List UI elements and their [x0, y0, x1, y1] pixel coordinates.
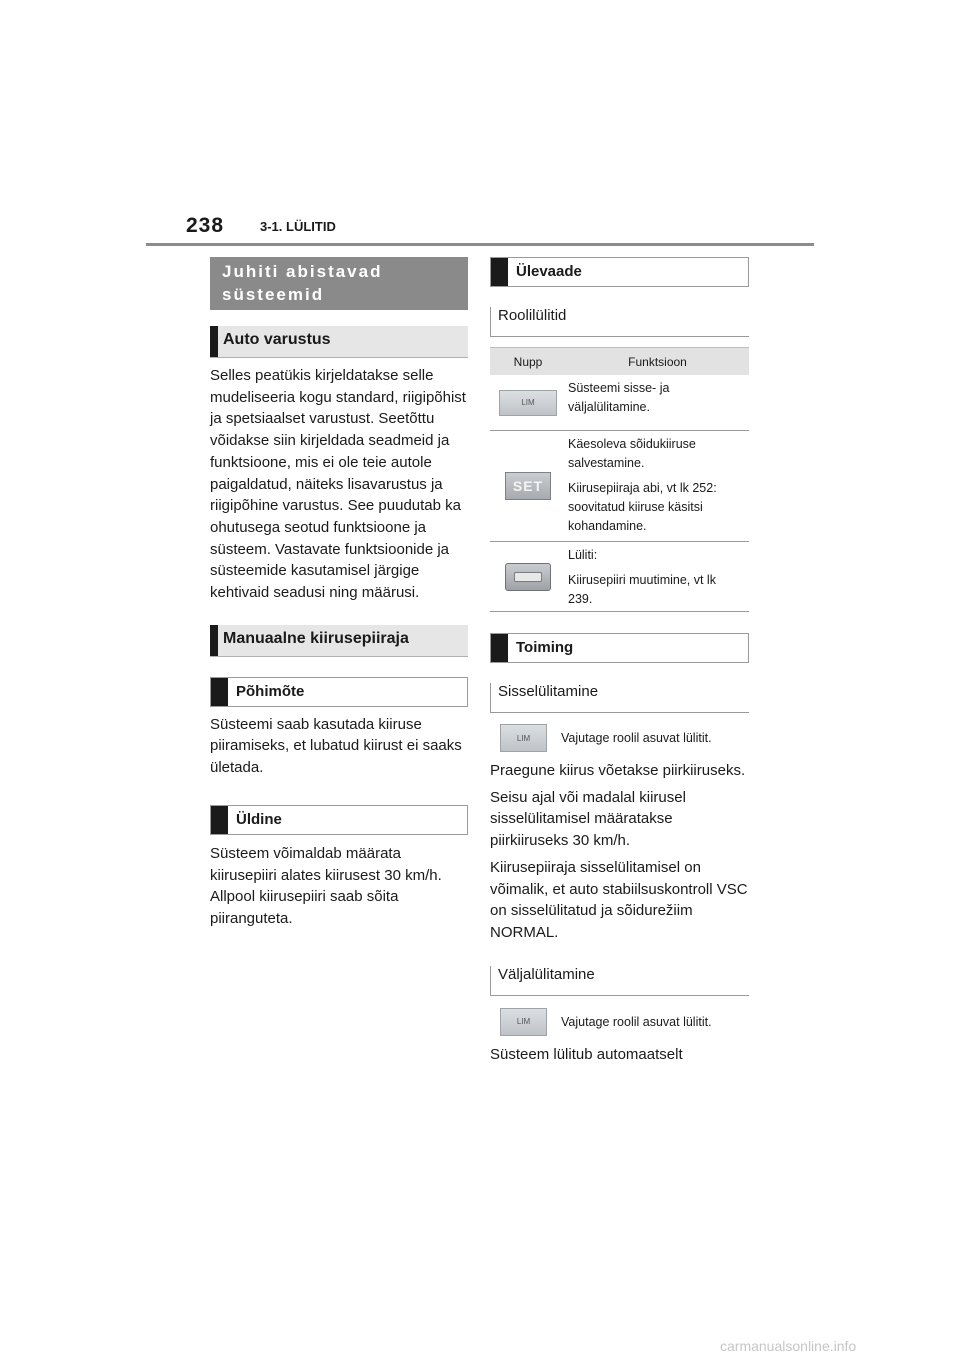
valja-text-1: Süsteem lülitub automaatselt	[490, 1045, 683, 1063]
page-number: 238	[186, 214, 225, 237]
table-header-function: Funktsioon	[628, 354, 687, 369]
lim-button-icon: LIM	[500, 724, 547, 752]
sisse-action-text: Vajutage roolil asuvat lülitit.	[561, 731, 712, 745]
heading-uldine: Üldine	[210, 805, 468, 835]
valja-action-row	[490, 1002, 749, 1042]
subheading-sisselulitamine: Sisselülitamine	[490, 683, 749, 713]
sisse-action-row	[490, 718, 749, 758]
lim-button-icon: LIM	[499, 390, 557, 416]
pohimote-text: Süsteemi saab kasutada kiiruse piiramiseks, et lubatud kiirust ei saaks ületada.	[210, 715, 462, 777]
chapter-title: 3-1. LÜLITID	[260, 219, 336, 234]
sisse-text-1: Praegune kiirus võetakse piirkiiruseks.	[490, 762, 746, 779]
valja-action-text: Vajutage roolil asuvat lülitit.	[561, 1014, 712, 1029]
rocker-switch-icon	[505, 563, 551, 591]
auto-varustus-text: Selles peatükis kirjeldatakse selle mudeliseeria kogu standard, riigipõhist ja spetsiaalset varustust. Seetõttu võidakse siin kirjeldada seadmeid ja funktsioone, mis ei ole teie autole paigaldatud, näiteks lisavarustus ja riigipõhine varustus. See puudutab ka ohutusega seotud funktsioone ja süsteem. Vastavate funktsioonide ja süsteemide kasutamisel järgige kehtivaid seadusi ning määrusi.	[210, 367, 466, 602]
uldine-text: Süsteem võimaldab määrata kiirusepiiri alates kiirusest 30 km/h. Allpool kiirusepiiri saab sõita piiranguteta.	[210, 844, 442, 927]
section-title: Juhiti abistavad süsteemid	[210, 257, 468, 310]
buttons-table	[490, 347, 749, 612]
set-button-icon: SET	[505, 472, 551, 500]
table-row	[490, 431, 749, 542]
left-column	[210, 257, 468, 930]
right-column	[490, 257, 749, 1065]
sisse-text-2: Seisu ajal või madalal kiirusel sisselülitamisel määratakse piirkiiruseks 30 km/h.	[490, 788, 686, 850]
table-row	[490, 542, 749, 612]
watermark: carmanualsonline.info	[720, 1338, 857, 1354]
lim-button-icon: LIM	[500, 1008, 547, 1036]
table-cell-text: Lüliti:	[568, 548, 598, 562]
heading-pohimote: Põhimõte	[210, 677, 468, 707]
heading-ulevaade: Ülevaade	[490, 257, 749, 287]
table-cell-text: Käesoleva sõidukiiruse salvestamine.	[568, 437, 696, 470]
table-row	[490, 375, 749, 431]
subheading-valjalulitamine: Väljalülitamine	[490, 966, 749, 996]
table-cell-text: Kiirusepiiraja abi, vt lk 252: soovitatud kiiruse käsitsi kohandamine.	[568, 481, 717, 533]
header-divider	[146, 243, 814, 246]
heading-auto-varustus: Auto varustus	[210, 326, 468, 358]
table-header	[490, 347, 749, 375]
table-cell-text: Süsteemi sisse- ja väljalülitamine.	[568, 381, 670, 414]
subheading-roolilulitid: Roolilülitid	[490, 307, 749, 337]
heading-manuaalne-kiirusepiiraja: Manuaalne kiirusepiiraja	[210, 625, 468, 657]
table-cell-text: Kiirusepiiri muutimine, vt lk 239.	[568, 573, 716, 606]
heading-toiming: Toiming	[490, 633, 749, 663]
table-header-button: Nupp	[513, 354, 543, 369]
sisse-text-3: Kiirusepiiraja sisselülitamisel on võimalik, et auto stabiilsuskontroll VSC on sisselülitatud ja sõidurežiim NORMAL.	[490, 858, 748, 941]
